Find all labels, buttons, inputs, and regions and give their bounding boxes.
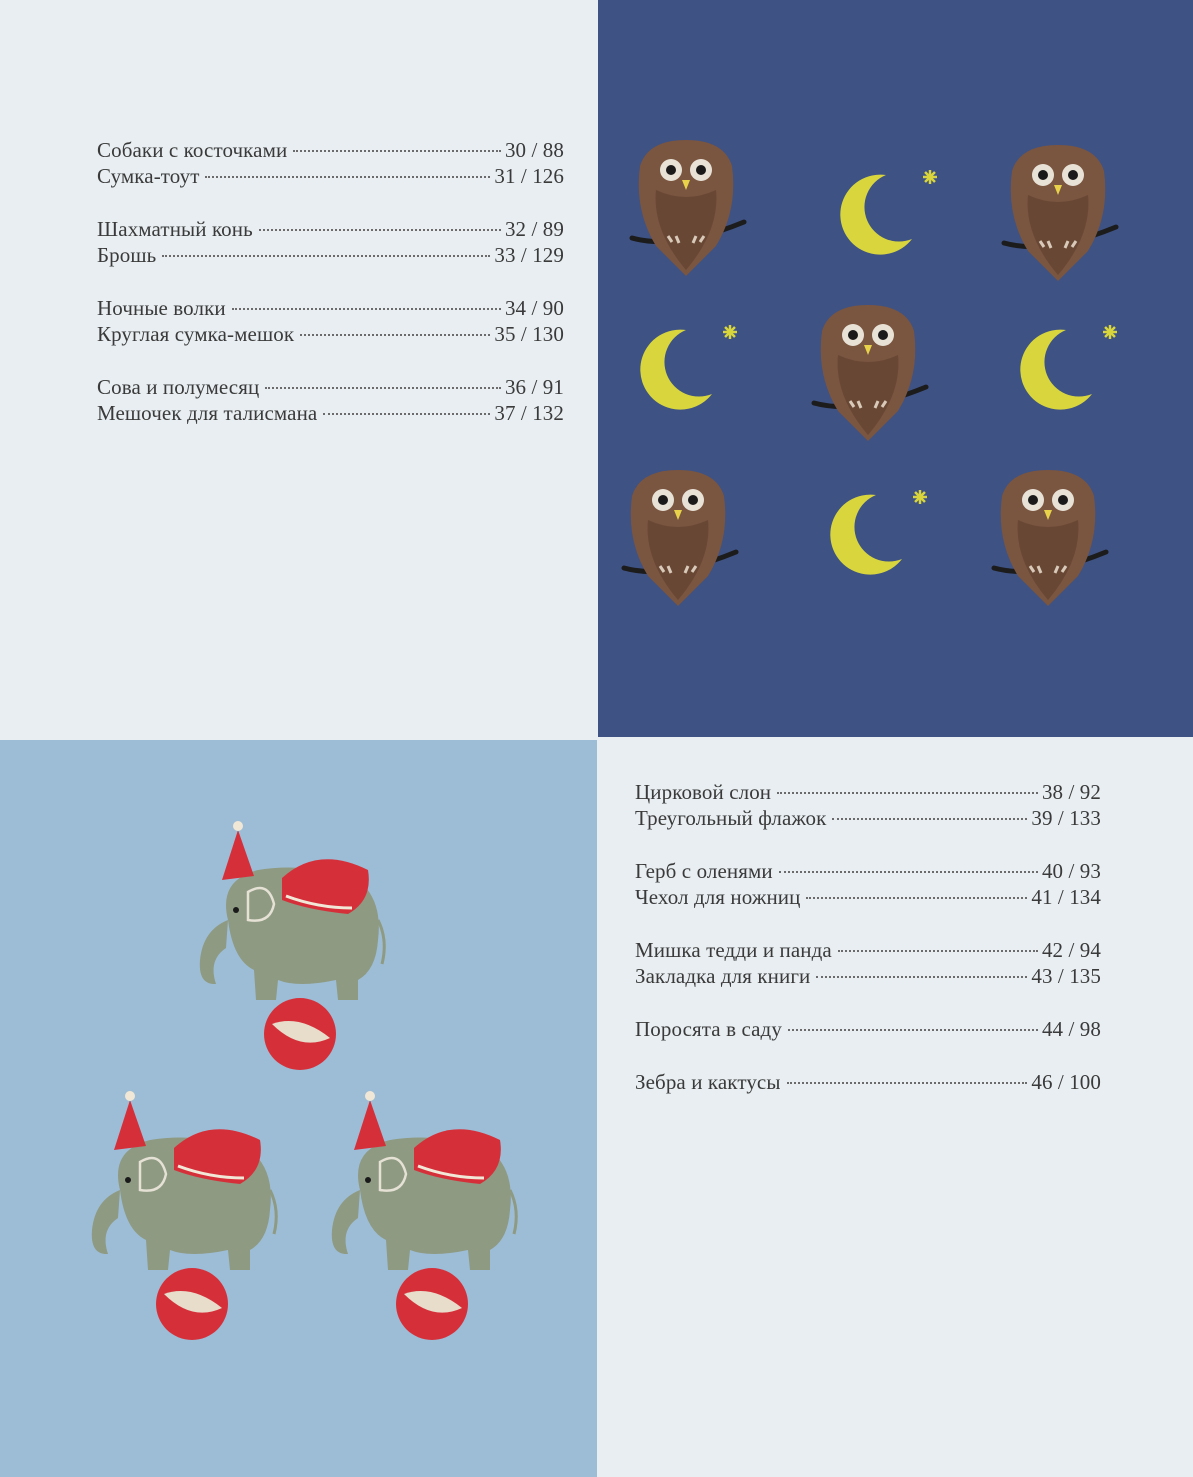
- toc-leader-dots: [323, 413, 490, 415]
- toc-entry[interactable]: [97, 400, 564, 426]
- toc-entry-pages: 40 / 93: [1041, 859, 1101, 883]
- toc-entry-pages: 33 / 129: [494, 243, 564, 267]
- toc-group: [97, 374, 564, 426]
- toc-entry[interactable]: [97, 242, 564, 268]
- toc-entry[interactable]: [97, 163, 564, 189]
- toc-leader-dots: [265, 387, 501, 389]
- toc-entry-pages: 32 / 89: [504, 217, 564, 241]
- star-icon: [723, 325, 737, 339]
- toc-entry-title: Шахматный конь: [97, 217, 253, 241]
- toc-entry[interactable]: [635, 779, 1101, 805]
- toc-entry[interactable]: [97, 216, 564, 242]
- toc-group: [635, 937, 1101, 989]
- toc-entry-title: Поросята в саду: [635, 1017, 782, 1041]
- toc-entry-title: Мешочек для талисмана: [97, 401, 318, 425]
- toc-group: [635, 779, 1101, 831]
- toc-entry-title: Чехол для ножниц: [635, 885, 801, 909]
- toc-entry[interactable]: [635, 1016, 1101, 1042]
- toc-entry-title: Зебра и кактусы: [635, 1070, 781, 1094]
- toc-leader-dots: [777, 792, 1038, 794]
- toc-entry-title: Собаки с косточками: [97, 138, 288, 162]
- toc-bottom: [635, 779, 1101, 1122]
- toc-leader-dots: [838, 950, 1038, 952]
- toc-group: [635, 1016, 1101, 1042]
- toc-entry-pages: 34 / 90: [504, 296, 564, 320]
- toc-entry-pages: 30 / 88: [504, 138, 564, 162]
- toc-entry-pages: 46 / 100: [1031, 1070, 1101, 1094]
- toc-leader-dots: [259, 229, 501, 231]
- star-icon: [913, 490, 927, 504]
- toc-entry-title: Треугольный флажок: [635, 806, 827, 830]
- toc-entry-pages: 41 / 134: [1031, 885, 1101, 909]
- circus-elephant-embroidery: [0, 740, 597, 1477]
- toc-entry-title: Круглая сумка-мешок: [97, 322, 295, 346]
- toc-entry-title: Сумка-тоут: [97, 164, 200, 188]
- toc-leader-dots: [300, 334, 490, 336]
- owl-moon-embroidery: [598, 0, 1193, 737]
- toc-leader-dots: [779, 871, 1038, 873]
- toc-leader-dots: [788, 1029, 1038, 1031]
- toc-entry-pages: 31 / 126: [494, 164, 564, 188]
- toc-entry-title: Ночные волки: [97, 296, 226, 320]
- toc-entry-pages: 36 / 91: [504, 375, 564, 399]
- toc-entry-title: Мишка тедди и панда: [635, 938, 832, 962]
- toc-entry[interactable]: [635, 805, 1101, 831]
- circus-ball-icon: [396, 1268, 468, 1340]
- star-icon: [923, 170, 937, 184]
- toc-entry[interactable]: [635, 963, 1101, 989]
- toc-entry-title: Герб с оленями: [635, 859, 773, 883]
- toc-leader-dots: [205, 176, 490, 178]
- toc-leader-dots: [832, 818, 1027, 820]
- toc-leader-dots: [162, 255, 490, 257]
- toc-entry[interactable]: [635, 858, 1101, 884]
- toc-entry-title: Сова и полумесяц: [97, 375, 260, 399]
- circus-ball-icon: [264, 998, 336, 1070]
- toc-entry-title: Брошь: [97, 243, 157, 267]
- circus-elephant-illustration: [0, 740, 597, 1477]
- toc-group: [97, 216, 564, 268]
- toc-entry[interactable]: [635, 1069, 1101, 1095]
- owl-moon-illustration: [598, 0, 1193, 737]
- toc-entry-pages: 37 / 132: [494, 401, 564, 425]
- toc-entry-pages: 38 / 92: [1041, 780, 1101, 804]
- toc-leader-dots: [806, 897, 1027, 899]
- toc-entry[interactable]: [97, 295, 564, 321]
- toc-entry[interactable]: [97, 374, 564, 400]
- toc-leader-dots: [232, 308, 501, 310]
- toc-entry[interactable]: [97, 137, 564, 163]
- toc-entry[interactable]: [635, 884, 1101, 910]
- toc-entry[interactable]: [97, 321, 564, 347]
- toc-leader-dots: [293, 150, 501, 152]
- toc-entry-title: Цирковой слон: [635, 780, 772, 804]
- toc-top: [97, 137, 564, 453]
- toc-group: [635, 1069, 1101, 1095]
- toc-group: [635, 858, 1101, 910]
- toc-group: [97, 137, 564, 189]
- toc-entry-pages: 44 / 98: [1041, 1017, 1101, 1041]
- toc-leader-dots: [816, 976, 1027, 978]
- star-icon: [1103, 325, 1117, 339]
- toc-entry-pages: 43 / 135: [1031, 964, 1101, 988]
- toc-group: [97, 295, 564, 347]
- toc-entry-pages: 35 / 130: [494, 322, 564, 346]
- toc-entry-title: Закладка для книги: [635, 964, 811, 988]
- toc-leader-dots: [787, 1082, 1028, 1084]
- toc-entry-pages: 39 / 133: [1031, 806, 1101, 830]
- circus-ball-icon: [156, 1268, 228, 1340]
- toc-entry-pages: 42 / 94: [1041, 938, 1101, 962]
- toc-entry[interactable]: [635, 937, 1101, 963]
